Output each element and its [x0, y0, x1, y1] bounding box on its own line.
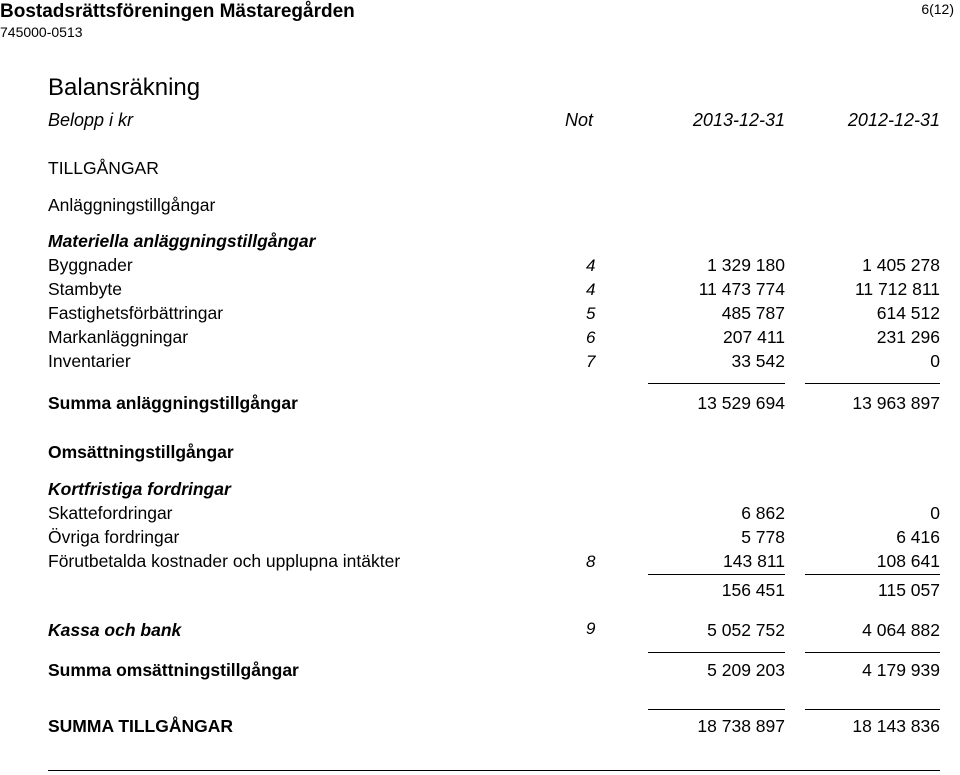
- row-current-value: 1 329 180: [707, 255, 785, 275]
- row-prior-value: 11 712 811: [855, 279, 940, 299]
- row-current-value: 11 473 774: [698, 279, 785, 299]
- organization-number: 745000-0513: [0, 24, 83, 40]
- row-label: Inventarier: [48, 351, 131, 371]
- sum-rule: [805, 383, 940, 384]
- total-current-value: 13 529 694: [697, 393, 785, 413]
- subtotal-current-value: 156 451: [721, 580, 785, 600]
- row-current-value: 6 862: [741, 503, 785, 523]
- row-note: 4: [586, 256, 596, 275]
- row-current-value: 33 542: [731, 351, 785, 371]
- total-prior-value: 18 143 836: [852, 716, 940, 736]
- total-label: Summa omsättningstillgångar: [48, 660, 299, 680]
- row-prior-value: 1 405 278: [862, 255, 940, 275]
- row-label: Kassa och bank: [48, 620, 182, 640]
- sum-rule: [648, 383, 785, 384]
- row-prior-value: 4 064 882: [862, 620, 940, 640]
- sum-rule: [648, 652, 785, 653]
- row-prior-value: 6 416: [896, 527, 940, 547]
- row-note: 7: [586, 352, 596, 371]
- column-header-current-year: 2013-12-31: [692, 110, 785, 130]
- row-label: Skattefordringar: [48, 503, 173, 523]
- sum-rule: [648, 574, 785, 575]
- column-header-prior-year: 2012-12-31: [847, 110, 940, 130]
- row-prior-value: 614 512: [876, 303, 940, 323]
- page-title: Balansräkning: [48, 74, 201, 101]
- fixed-assets-heading: Anläggningstillgångar: [48, 195, 216, 215]
- row-current-value: 5 778: [741, 527, 785, 547]
- total-label: SUMMA TILLGÅNGAR: [48, 716, 234, 736]
- row-label: Övriga fordringar: [48, 527, 180, 547]
- row-label: Förutbetalda kostnader och upplupna intäkter: [48, 551, 401, 571]
- total-prior-value: 13 963 897: [852, 393, 940, 413]
- row-note: 5: [586, 304, 596, 323]
- row-note: 6: [586, 328, 596, 347]
- sum-rule: [648, 709, 785, 710]
- total-label: Summa anläggningstillgångar: [48, 393, 298, 413]
- total-prior-value: 4 179 939: [862, 660, 940, 680]
- row-current-value: 5 052 752: [707, 620, 785, 640]
- subtotal-prior-value: 115 057: [878, 580, 940, 600]
- row-note: 4: [586, 280, 596, 299]
- column-header-amount: Belopp i kr: [48, 110, 134, 130]
- sum-rule: [805, 574, 940, 575]
- row-note: 8: [586, 552, 596, 571]
- bottom-rule: [48, 770, 940, 771]
- row-label: Fastighetsförbättringar: [48, 303, 224, 323]
- column-header-note: Not: [565, 110, 594, 130]
- organization-name: Bostadsrättsföreningen Mästaregården: [0, 1, 355, 22]
- row-current-value: 143 811: [723, 551, 785, 571]
- sum-rule: [805, 709, 940, 710]
- receivables-heading: Kortfristiga fordringar: [48, 479, 231, 499]
- row-current-value: 485 787: [721, 303, 785, 323]
- row-note: 9: [586, 619, 596, 638]
- row-prior-value: 0: [930, 503, 940, 523]
- row-prior-value: 231 296: [876, 327, 940, 347]
- tangible-assets-heading: Materiella anläggningstillgångar: [48, 231, 316, 251]
- row-current-value: 207 411: [723, 327, 785, 347]
- row-label: Stambyte: [48, 279, 122, 299]
- row-prior-value: 108 641: [876, 551, 940, 571]
- current-assets-heading: Omsättningstillgångar: [48, 442, 234, 462]
- row-prior-value: 0: [930, 351, 940, 371]
- row-label: Markanläggningar: [48, 327, 189, 347]
- total-current-value: 18 738 897: [697, 716, 785, 736]
- assets-heading: TILLGÅNGAR: [48, 158, 159, 178]
- total-current-value: 5 209 203: [707, 660, 785, 680]
- sum-rule: [805, 652, 940, 653]
- row-label: Byggnader: [48, 255, 133, 275]
- page-number: 6(12): [921, 1, 954, 17]
